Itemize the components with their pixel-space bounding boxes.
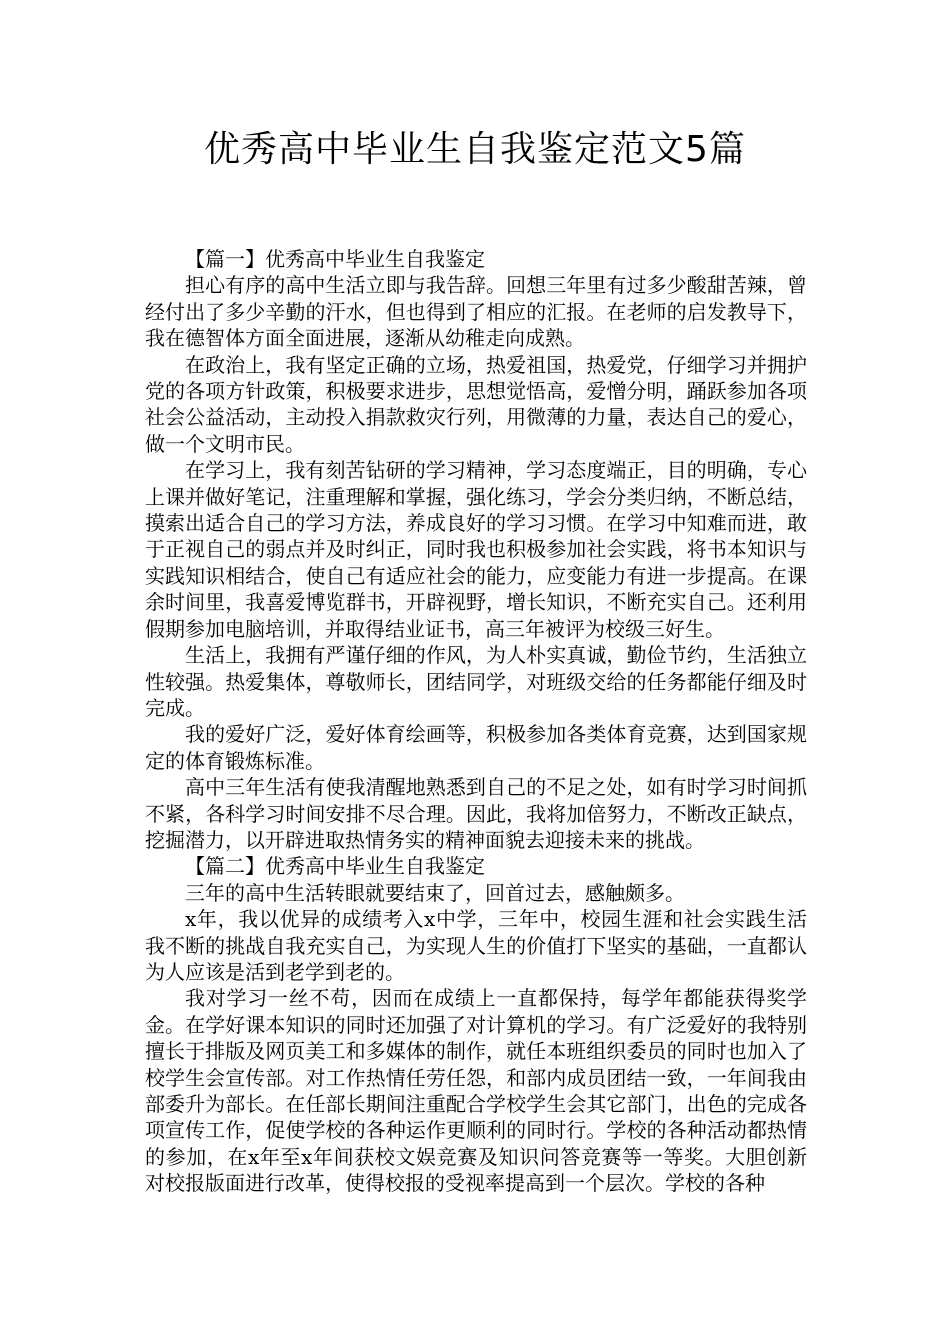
document-body [145,246,807,1197]
paragraph: 在学习上，我有刻苦钻研的学习精神，学习态度端正，目的明确，专心上课并做好笔记，注重理解和掌握，强化练习，学会分类归纳，不断总结，摸索出适合自己的学习方法，养成良好的学习习惯。在学习中知难而进，敢于正视自己的弱点并及时纠正，同时我也积极参加社会实践，将书本知识与实践知识相结合，使自己有适应社会的能力，应变能力有进一步提高。在课余时间里，我喜爱博览群书，开辟视野，增长知识，不断充实自己。还利用假期参加电脑培训，并取得结业证书，高三年被评为校级三好生。 [145,458,807,641]
paragraph: 担心有序的高中生活立即与我告辞。回想三年里有过多少酸甜苦辣，曾经付出了多少辛勤的汗水，但也得到了相应的汇报。在老师的启发教导下，我在德智体方面全面进展，逐渐从幼稚走向成熟。 [145,273,807,351]
paragraph: 在政治上，我有坚定正确的立场，热爱祖国，热爱党，仔细学习并拥护党的各项方针政策，积极要求进步，思想觉悟高，爱憎分明，踊跃参加各项社会公益活动，主动投入捐款救灾行列，用微薄的力量，表达自己的爱心，做一个文明市民。 [145,352,807,456]
paragraph: 高中三年生活有使我清醒地熟悉到自己的不足之处，如有时学习时间抓不紧，各科学习时间安排不尽合理。因此，我将加倍努力，不断改正缺点，挖掘潜力，以开辟进取热情务实的精神面貌去迎接未来的挑战。 [145,775,807,852]
section-heading: 【篇一】优秀高中毕业生自我鉴定 [185,247,485,271]
document-title: 优秀高中毕业生自我鉴定范文5篇 [204,129,746,170]
paragraph: 生活上，我拥有严谨仔细的作风，为人朴实真诚，勤俭节约，生活独立性较强。热爱集体，尊敬师长，团结同学，对班级交给的任务都能仔细及时完成。 [145,643,807,720]
section-heading: 【篇二】优秀高中毕业生自我鉴定 [185,854,485,879]
paragraph: 我对学习一丝不苟，因而在成绩上一直都保持，每学年都能获得奖学金。在学好课本知识的同时还加强了对计算机的学习。有广泛爱好的我特别擅长于排版及网页美工和多媒体的制作，就任本班组织委员的同时也加入了校学生会宣传部。对工作热情任劳任怨，和部内成员团结一致，一年间我由部委升为部长。在任部长期间注重配合学校学生会其它部门，出色的完成各项宣传工作，促使学校的各种运作更顺利的同时行。学校的各种活动都热情的参加，在x年至x年间获校文娱竞赛及知识问答竞赛等一等奖。大胆创新对校报版面进行改革，使得校报的受视率提高到一个层次。学校的各种 [145,986,807,1196]
paragraph: 我的爱好广泛，爱好体育绘画等，积极参加各类体育竞赛，达到国家规定的体育锻炼标准。 [145,722,807,773]
paragraph: 三年的高中生活转眼就要结束了，回首过去，感触颇多。 [185,880,685,905]
paragraph: x年，我以优异的成绩考入x中学，三年中，校园生涯和社会实践生活我不断的挑战自我充实自己，为实现人生的价值打下坚实的基础，一直都认为人应该是活到老学到老的。 [145,907,807,984]
